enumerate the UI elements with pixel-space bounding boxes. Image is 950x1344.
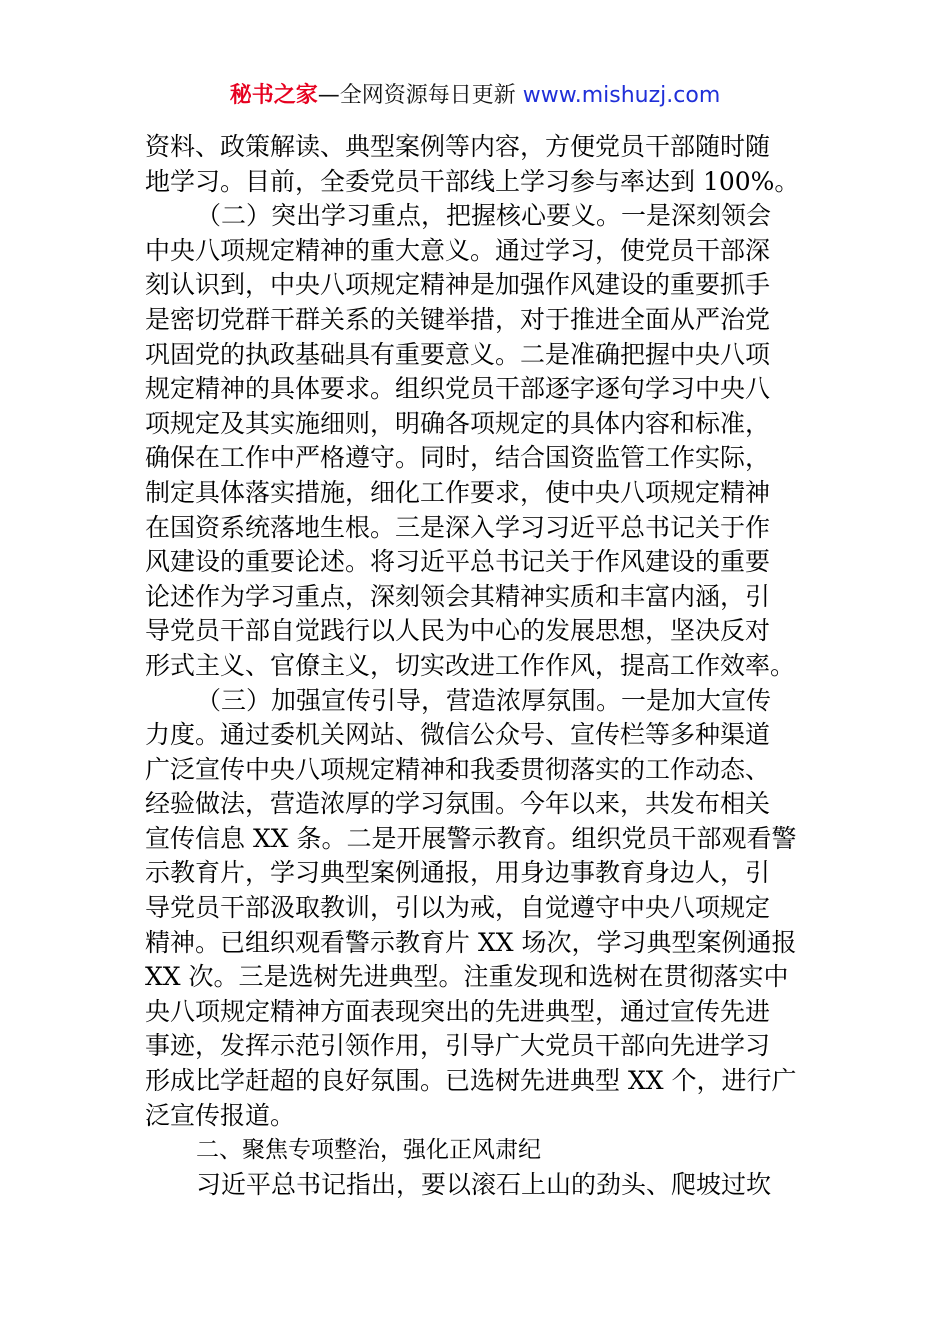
text-line: 宣传信息 XX 条。二是开展警示教育。组织党员干部观看警 [145, 823, 797, 853]
text-line: XX 次。三是选树先进典型。注重发现和选树在贯彻落实中 [145, 962, 789, 992]
text-line: 习近平总书记指出，要以滚石上山的劲头、爬坡过坎 [196, 1169, 772, 1199]
text-line: 风建设的重要论述。将习近平总书记关于作风建设的重要 [145, 547, 771, 577]
text-line: 导党员干部汲取教训，引以为戒，自觉遵守中央八项规定 [145, 893, 771, 923]
text-line: 在国资系统落地生根。三是深入学习习近平总书记关于作 [145, 512, 771, 542]
text-line: 是密切党群干群关系的关键举措，对于推进全面从严治党 [145, 304, 771, 334]
text-line: （三）加强宣传引导，营造浓厚氛围。一是加大宣传 [196, 685, 772, 715]
text-line: 形成比学赶超的良好氛围。已选树先进典型 XX 个，进行广 [145, 1066, 797, 1096]
text-line: 地学习。目前，全委党员干部线上学习参与率达到 100%。 [145, 166, 800, 196]
text-line: 刻认识到，中央八项规定精神是加强作风建设的重要抓手 [145, 270, 771, 300]
text-line: 制定具体落实措施，细化工作要求，使中央八项规定精神 [145, 477, 771, 507]
site-tagline: —全网资源每日更新 [317, 83, 523, 108]
text-line: 确保在工作中严格遵守。同时，结合国资监管工作实际， [145, 443, 771, 473]
text-line: 事迹，发挥示范引领作用，引导广大党员干部向先进学习 [145, 1031, 771, 1061]
document-body [145, 130, 810, 1202]
text-line: 示教育片，学习典型案例通报，用身边事教育身边人，引 [145, 858, 771, 888]
text-line: 力度。通过委机关网站、微信公众号、宣传栏等多种渠道 [145, 720, 771, 750]
text-line: 导党员干部自觉践行以人民为中心的发展思想，坚决反对 [145, 616, 771, 646]
site-banner [0, 80, 950, 112]
text-line: 泛宣传报道。 [145, 1100, 296, 1130]
section-heading: 二、聚焦专项整治，强化正风肃纪 [196, 1137, 541, 1164]
text-line: 规定精神的具体要求。组织党员干部逐字逐句学习中央八 [145, 374, 771, 404]
text-line: （二）突出学习重点，把握核心要义。一是深刻领会 [196, 201, 772, 231]
text-line: 经验做法，营造浓厚的学习氛围。今年以来，共发布相关 [145, 789, 771, 819]
text-line: 形式主义、官僚主义，切实改进工作作风，提高工作效率。 [145, 650, 796, 680]
text-line: 精神。已组织观看警示教育片 XX 场次，学习典型案例通报 [145, 927, 797, 957]
text-line: 巩固党的执政基础具有重要意义。二是准确把握中央八项 [145, 339, 771, 369]
text-line: 中央八项规定精神的重大意义。通过学习，使党员干部深 [145, 235, 771, 265]
text-line: 央八项规定精神方面表现突出的先进典型，通过宣传先进 [145, 996, 771, 1026]
text-line: 论述作为学习重点，深刻领会其精神实质和丰富内涵，引 [145, 581, 771, 611]
text-line: 项规定及其实施细则，明确各项规定的具体内容和标准， [145, 408, 771, 438]
text-line: 资料、政策解读、典型案例等内容，方便党员干部随时随 [145, 132, 771, 161]
site-brand: 秘书之家 [229, 83, 318, 108]
text-line: 广泛宣传中央八项规定精神和我委贯彻落实的工作动态、 [145, 754, 771, 784]
site-url-link[interactable]: www.mishuzj.com [522, 83, 721, 108]
